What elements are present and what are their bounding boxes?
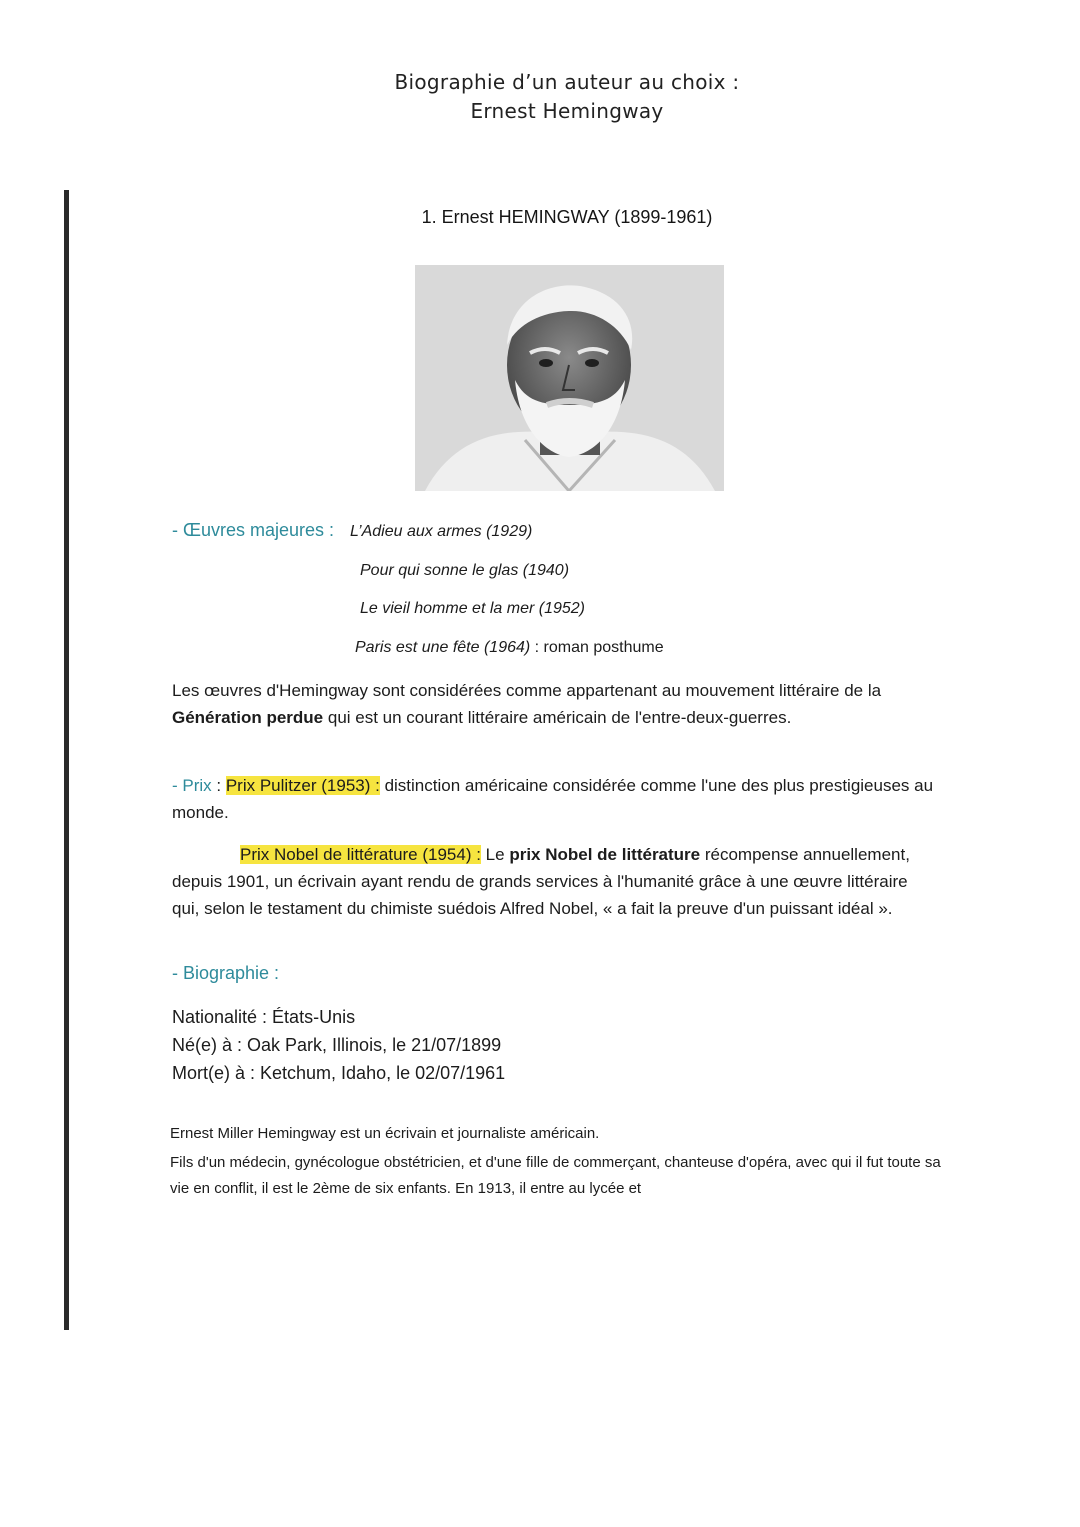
portrait-drawing bbox=[415, 265, 724, 491]
movement-text-suffix: qui est un courant littéraire américain de l'entre-deux-guerres. bbox=[323, 708, 792, 727]
nobel-bold: prix Nobel de littérature bbox=[509, 845, 701, 864]
header-line-2: Ernest Hemingway bbox=[470, 99, 664, 123]
work-item-2 bbox=[360, 562, 569, 580]
pulitzer-title: Prix Pulitzer (1953) : bbox=[225, 776, 380, 795]
work-item-3 bbox=[360, 600, 585, 618]
biography-section bbox=[172, 963, 279, 984]
movement-paragraph bbox=[172, 677, 942, 731]
nobel-text-1: Le bbox=[480, 845, 510, 864]
nobel-text-2: récompense annuellement, depuis 1901, un écrivain ayant rendu de grands services à l'humanité grâce à une œuvre littéraire qui, selon le testament du chimiste suédois Alfred Nobel, « a fait la preuve d'un puissant idéal ». bbox=[172, 845, 910, 918]
prizes-label: - Prix bbox=[172, 776, 212, 795]
movement-name: Génération perdue bbox=[172, 708, 324, 727]
work-title: L’Adieu aux armes (1929) bbox=[350, 523, 533, 540]
work-title: Pour qui sonne le glas (1940) bbox=[360, 562, 570, 579]
movement-text-prefix: Les œuvres d'Hemingway sont considérées comme appartenant au mouvement littéraire de la bbox=[172, 681, 882, 700]
article-title: 1. Ernest HEMINGWAY (1899-1961) bbox=[421, 207, 713, 227]
work-title: Le vieil homme et la mer (1952) bbox=[360, 600, 585, 617]
works-section bbox=[172, 520, 334, 541]
death-info: Mort(e) à : Ketchum, Idaho, le 02/07/1961 bbox=[172, 1063, 506, 1083]
biography-label: - Biographie : bbox=[172, 963, 280, 983]
left-margin-rule bbox=[64, 190, 69, 1330]
header-line-1: Biographie d’un auteur au choix : bbox=[394, 70, 740, 94]
nationality: Nationalité : États-Unis bbox=[172, 1007, 356, 1027]
prizes-colon: : bbox=[211, 776, 226, 795]
nobel-paragraph bbox=[172, 841, 932, 922]
pulitzer-paragraph bbox=[172, 772, 942, 826]
work-item-4 bbox=[355, 639, 664, 657]
birth-info: Né(e) à : Oak Park, Illinois, le 21/07/1899 bbox=[172, 1035, 502, 1055]
nobel-title: Prix Nobel de littérature (1954) : bbox=[240, 845, 481, 864]
pulitzer-text: distinction américaine considérée comme l'une des plus prestigieuses au monde. bbox=[172, 776, 934, 822]
author-portrait-photo bbox=[415, 265, 724, 491]
work-note: : roman posthume bbox=[530, 639, 664, 656]
biography-facts bbox=[172, 1003, 505, 1087]
works-label: - Œuvres majeures : bbox=[172, 520, 335, 540]
biography-paragraph-2: Fils d'un médecin, gynécologue obstétricien, et d'une fille de commerçant, chanteuse d'opéra, avec qui il fut toute sa vie en conflit, il est le 2ème de six enfants. En 1913, il entre au lycée et bbox=[170, 1154, 941, 1197]
work-title: Paris est une fête (1964) bbox=[355, 639, 531, 656]
page-header bbox=[0, 68, 1080, 126]
work-item-1 bbox=[350, 523, 532, 541]
biography-paragraph-1: Ernest Miller Hemingway est un écrivain et journaliste américain. bbox=[170, 1125, 600, 1142]
